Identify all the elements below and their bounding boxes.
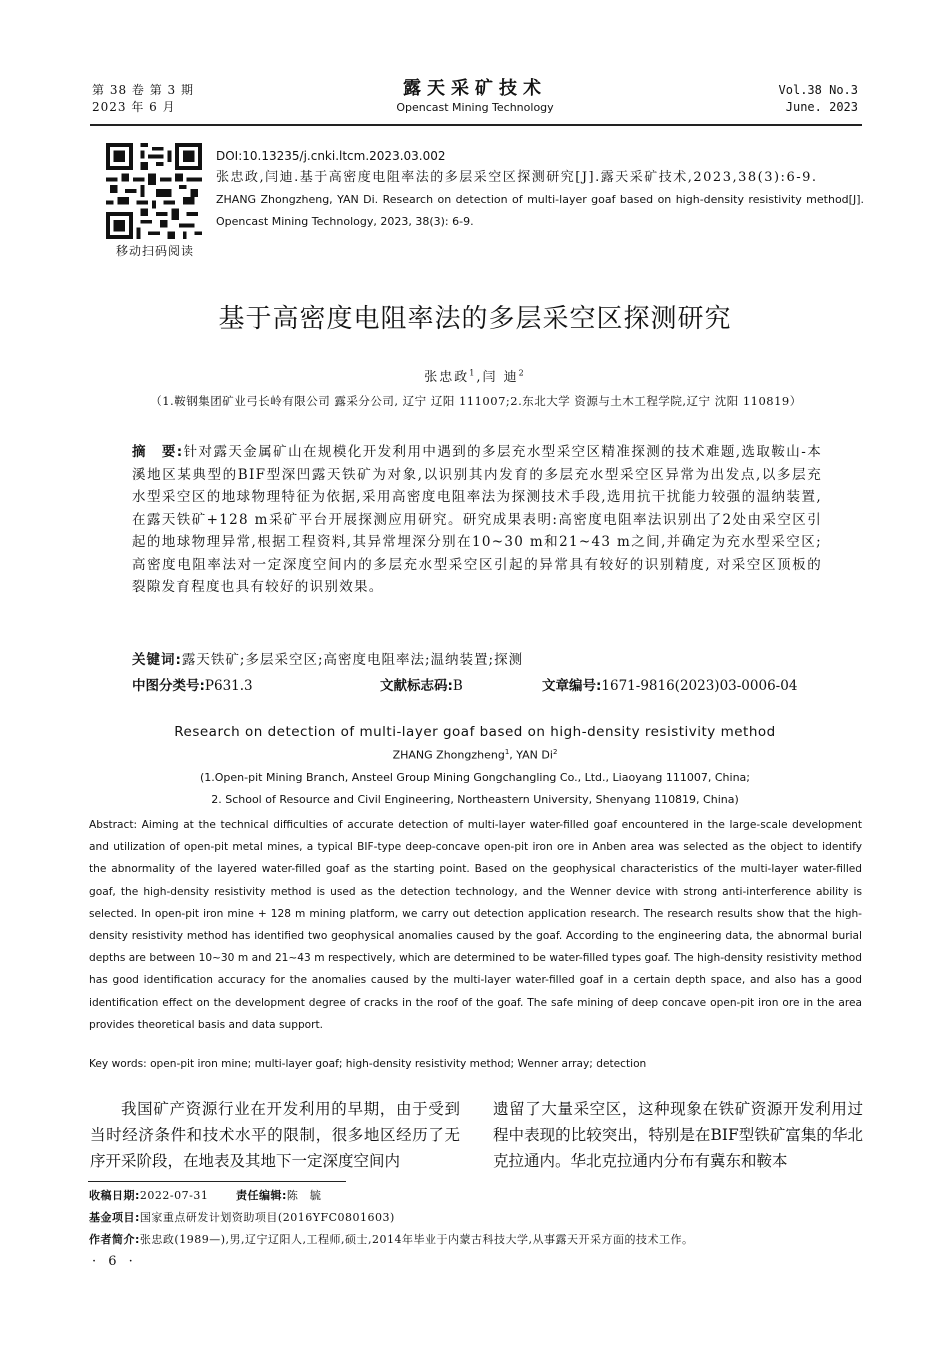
author-2: 闫 迪 bbox=[482, 370, 519, 385]
footnote-rule bbox=[88, 1181, 346, 1182]
clc-label: 中图分类号: bbox=[132, 678, 205, 694]
clc-number bbox=[132, 674, 253, 694]
author-1: 张忠政 bbox=[424, 370, 470, 385]
affiliation: （1.鞍钢集团矿业弓长岭有限公司 露采分公司, 辽宁 辽阳 111007;2.东北大学 资源与土木工程学院,辽宁 沈阳 110819） bbox=[150, 394, 802, 408]
body-left-column: 我国矿产资源行业在开发利用的早期，由于受到当时经济条件和技术水平的限制，很多地区经历了无序开采阶段，在地表及其地下一定深度空间内 bbox=[90, 1100, 460, 1170]
bio-label: 作者简介: bbox=[89, 1233, 140, 1246]
doi: DOI:10.13235/j.cnki.ltcm.2023.03.002 bbox=[216, 149, 446, 163]
header-date-en: June. 2023 bbox=[785, 100, 858, 114]
document-code bbox=[380, 674, 463, 694]
editor-label: 责任编辑: bbox=[236, 1189, 287, 1202]
art-value: 1671-9816(2023)03-0006-04 bbox=[601, 678, 798, 694]
header-volume: 第 38 卷 第 3 期 bbox=[92, 83, 194, 97]
abstract-cn bbox=[132, 441, 822, 599]
body-right-column: 遗留了大量采空区，这种现象在铁矿资源开发利用过程中表现的比较突出，特别是在BIF型铁矿富集的华北克拉通内。华北克拉通内分布有冀东和鞍本 bbox=[493, 1100, 863, 1170]
abstract-en bbox=[89, 814, 862, 1036]
citation-en: ZHANG Zhongzheng, YAN Di. Research on detection of multi-layer goaf based on high-density resistivity method[J]. Opencast Mining Technology, 2023, 38(3): 6-9. bbox=[216, 193, 864, 228]
fund-label: 基金项目: bbox=[89, 1211, 140, 1224]
clc-value: P631.3 bbox=[204, 678, 253, 694]
journal-name-cn: 露天采矿技术 bbox=[403, 78, 547, 99]
bio-value: 张忠政(1989—),男,辽宁辽阳人,工程师,硕士,2014年毕业于内蒙古科技大学,从事露天开采方面的技术工作。 bbox=[139, 1233, 694, 1246]
abstract-en-text: Aiming at the technical difficulties of accurate detection of multi-layer water-filled goaf encountered in the large-scale development and utilization of open-pit metal mines, a typical BIF-type deep-concave open-pit iron ore in Anben area was selected as the object to identify the abnormality of the layered water-filled goaf as the starting point. Based on the geophysical characteristics of the multi-layer water-filled goaf, the high-density resistivity method is used as the detection technology, and the Wenner device with strong anti-interference ability is selected. In open-pit iron mine + 128 m mining platform, we carry out detection application research. The research results show that the high-density resistivity method has identified two geophysical anomalies caused by the goaf. According to the engineering data, the abnormal burial depths are between 10~30 m and 21~43 m respectively, which are determined to be water-filled types goaf. The high-density resistivity method has good identification accuracy for the anomalies caused by the multi-layer water-filled goaf in a certain depth space, and also has a good identification effect on the development degree of cracks in the roof of the goaf. The safe mining of deep concave open-pit iron ore in the area provides theoretical basis and data support. bbox=[89, 819, 862, 1031]
header-volume-en bbox=[779, 82, 858, 116]
author-bio bbox=[89, 1231, 693, 1247]
english-author-2: , YAN Di bbox=[509, 748, 553, 762]
author-1-sup: 1 bbox=[469, 368, 477, 378]
english-affiliation-1: (1.Open-pit Mining Branch, Ansteel Group Mining Gongchangling Co., Ltd., Liaoyang 111007, China; bbox=[199, 771, 751, 784]
keywords-cn bbox=[132, 648, 822, 668]
author-2-sup: 2 bbox=[518, 368, 526, 378]
header-rule bbox=[90, 124, 862, 126]
editor-value: 陈 毓 bbox=[286, 1189, 322, 1202]
doc-value: B bbox=[452, 678, 463, 694]
abstract-cn-label: 摘 要: bbox=[132, 444, 184, 460]
abstract-cn-text: 针对露天金属矿山在规模化开发利用中遇到的多层充水型采空区精准探测的技术难题,选取鞍山-本溪地区某典型的BIF型深凹露天铁矿为对象,以识别其内发育的多层充水型采空区异常为出发点,以多层充水型采空区的地球物理特征为依据,采用高密度电阻率法为探测技术手段,选用抗干扰能力较强的温纳装置,在露天铁矿+128 m采矿平台开展探测应用研究。研究成果表明:高密度电阻率法识别出了2处由采空区引起的地球物理异常,根据工程资料,其异常埋深分别在10~30 m和21~43 m之间,并确定为充水型采空区;高密度电阻率法对一定深度空间内的多层充水型采空区引起的异常具有较好的识别精度, 对采空区顶板的裂隙发育程度也具有较好的识别效果。 bbox=[132, 444, 822, 595]
citation-cn: 张忠政,闫迪.基于高密度电阻率法的多层采空区探测研究[J].露天采矿技术,2023,38(3):6-9. bbox=[216, 170, 818, 185]
english-title: Research on detection of multi-layer goaf based on high-density resistivity method bbox=[174, 724, 776, 740]
fund-value: 国家重点研发计划资助项目(2016YFC0801603) bbox=[139, 1211, 395, 1224]
english-author-1-sup: 1 bbox=[504, 748, 510, 756]
paper-title: 基于高密度电阻率法的多层采空区探测研究 bbox=[218, 304, 732, 334]
author-sep: , bbox=[476, 370, 483, 385]
doc-label: 文献标志码: bbox=[380, 678, 453, 694]
keywords-en-text: open-pit iron mine; multi-layer goaf; high-density resistivity method; Wenner array; detection bbox=[146, 1058, 647, 1070]
journal-name-en: Opencast Mining Technology bbox=[396, 101, 554, 114]
received-value: 2022-07-31 bbox=[139, 1189, 209, 1202]
header-vol-no: Vol.38 No.3 bbox=[778, 83, 858, 97]
fund-project bbox=[89, 1209, 395, 1225]
art-label: 文章编号: bbox=[542, 678, 602, 694]
english-authors bbox=[0, 748, 950, 762]
header-date-cn: 2023 年 6 月 bbox=[92, 100, 176, 114]
english-author-1: ZHANG Zhongzheng bbox=[392, 748, 505, 762]
qr-caption: 移动扫码阅读 bbox=[115, 244, 194, 258]
citation-block bbox=[216, 145, 864, 233]
english-affiliation-2: 2. School of Resource and Civil Engineering, Northeastern University, Shenyang 110819, China) bbox=[211, 793, 739, 806]
keywords-en bbox=[89, 1058, 862, 1070]
qr-code-icon[interactable] bbox=[106, 143, 202, 239]
page-number: · 6 · bbox=[92, 1254, 137, 1269]
english-author-2-sup: 2 bbox=[552, 748, 558, 756]
responsible-editor bbox=[236, 1187, 321, 1203]
received-date bbox=[89, 1187, 208, 1203]
abstract-en-label: Abstract: bbox=[89, 819, 138, 831]
received-label: 收稿日期: bbox=[89, 1189, 140, 1202]
keywords-en-label: Key words: bbox=[89, 1058, 147, 1070]
keywords-cn-text: 露天铁矿;多层采空区;高密度电阻率法;温纳装置;探测 bbox=[181, 652, 524, 668]
authors bbox=[0, 366, 950, 385]
keywords-cn-label: 关键词: bbox=[132, 652, 182, 668]
article-number bbox=[542, 674, 797, 694]
